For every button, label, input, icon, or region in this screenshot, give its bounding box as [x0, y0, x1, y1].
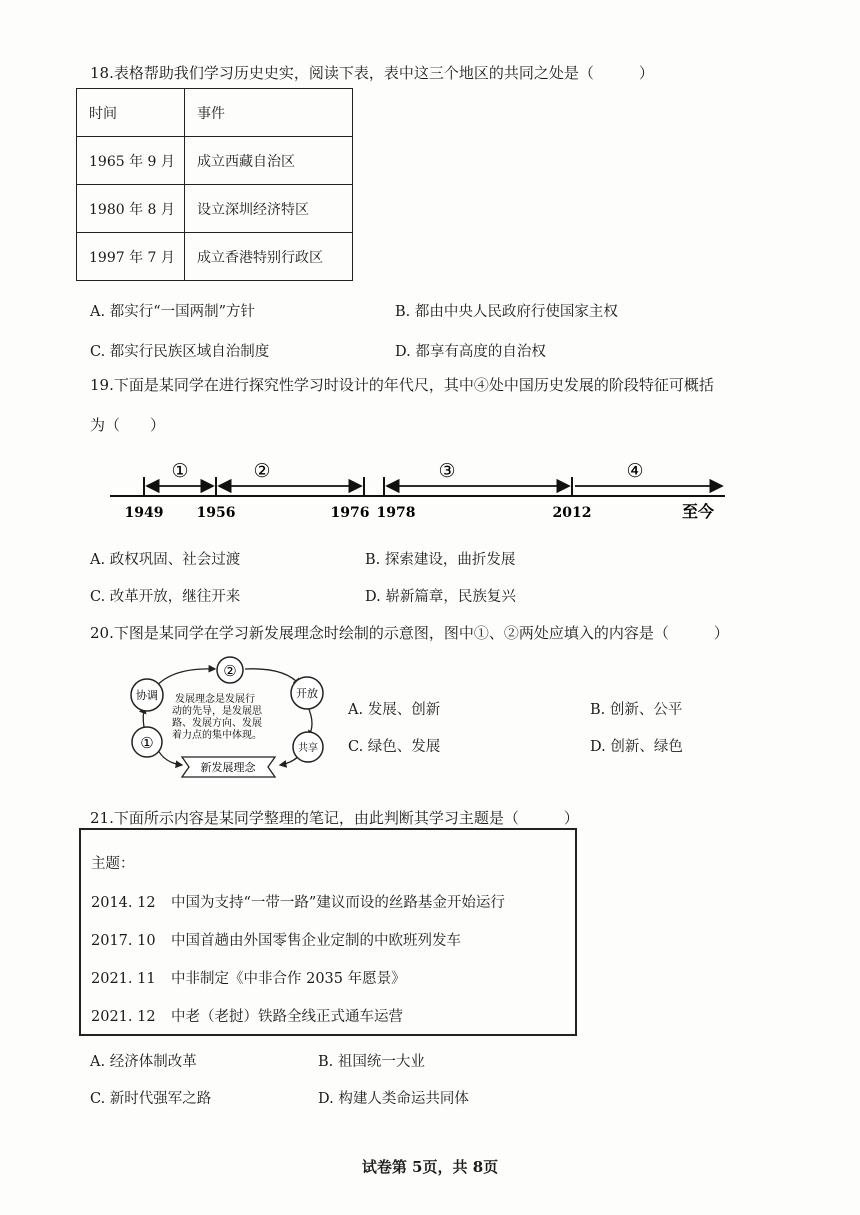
table-cell: 成立西藏自治区	[185, 137, 353, 185]
node-left-lower-label: ①	[140, 734, 154, 752]
segment-label-3: ③	[438, 460, 456, 482]
note-text: 中老（老挝）铁路全线正式通车运营	[171, 1009, 403, 1025]
year-label: 1976	[330, 505, 370, 521]
q19-option-a: A. 政权巩固、社会过渡	[90, 552, 241, 568]
node-top-label: ②	[223, 662, 237, 680]
banner-label: 新发展理念	[200, 761, 256, 774]
year-label: 1956	[196, 505, 236, 521]
note-text: 中非制定《中非合作 2035 年愿景》	[171, 971, 406, 987]
year-label: 1949	[124, 505, 164, 521]
table-cell: 成立香港特别行政区	[185, 233, 353, 281]
q19-option-d: D. 崭新篇章，民族复兴	[365, 589, 516, 605]
q19-stem-line1: 19.下面是某同学在进行探究性学习时设计的年代尺，其中④处中国历史发展的阶段特征可概括	[90, 376, 714, 394]
table-cell: 1980 年 8 月	[77, 185, 185, 233]
q18-option-a: A. 都实行“一国两制”方针	[90, 304, 256, 320]
q20-option-c: C. 绿色、发展	[348, 739, 441, 755]
q21-note-box	[79, 828, 577, 1036]
note-date: 2017. 10	[91, 933, 156, 949]
q19-option-b: B. 探索建设，曲折发展	[365, 552, 516, 568]
q20-option-a: A. 发展、创新	[348, 702, 441, 718]
note-text: 中国为支持“一带一路”建议而设的丝路基金开始运行	[171, 895, 505, 911]
q21-option-a: A. 经济体制改革	[90, 1054, 197, 1070]
q19-stem-line2: 为（ ）	[90, 416, 166, 434]
table-header-cell: 时间	[77, 89, 185, 137]
table-cell: 设立深圳经济特区	[185, 185, 353, 233]
q19-timeline	[100, 455, 740, 530]
segment-label-1: ①	[171, 460, 189, 482]
note-title: 主题：	[91, 856, 135, 872]
table-cell: 1997 年 7 月	[77, 233, 185, 281]
note-row	[91, 891, 505, 912]
segment-label-4: ④	[626, 460, 644, 482]
q18-table	[76, 88, 353, 281]
segment-label-2: ②	[253, 460, 271, 482]
node-right-upper-label: 开放	[296, 687, 318, 700]
note-row	[91, 967, 406, 988]
q20-option-d: D. 创新、绿色	[590, 739, 683, 755]
node-left-upper-label: 协调	[136, 689, 158, 702]
q18-option-b: B. 都由中央人民政府行使国家主权	[395, 304, 618, 320]
q21-stem: 21.下面所示内容是某同学整理的笔记，由此判断其学习主题是（ ）	[90, 809, 579, 827]
note-row	[91, 1005, 403, 1026]
cycle-arrow	[153, 669, 215, 690]
table-row	[77, 137, 353, 185]
year-label: 2012	[552, 505, 592, 521]
note-date: 2014. 12	[91, 895, 156, 911]
q18-option-c: C. 都实行民族区域自治制度	[90, 344, 270, 360]
q20-diagram	[120, 655, 340, 785]
q19-option-c: C. 改革开放，继往开来	[90, 589, 241, 605]
q18-stem: 18.表格帮助我们学习历史史实，阅读下表，表中这三个地区的共同之处是（ ）	[90, 64, 654, 82]
q21-option-d: D. 构建人类命运共同体	[318, 1091, 469, 1107]
year-label: 1978	[376, 505, 416, 521]
q20-stem: 20.下图是某同学在学习新发展理念时绘制的示意图，图中①、②两处应填入的内容是（ ）	[90, 624, 729, 642]
q20-option-b: B. 创新、公平	[590, 702, 683, 718]
q18-option-d: D. 都享有高度的自治权	[395, 344, 546, 360]
note-row	[91, 929, 461, 950]
table-row	[77, 185, 353, 233]
page-footer: 试卷第 5页，共 8页	[361, 1158, 499, 1176]
q21-option-b: B. 祖国统一大业	[318, 1054, 425, 1070]
node-right-lower-label: 共享	[298, 743, 318, 754]
q21-option-c: C. 新时代强军之路	[90, 1091, 212, 1107]
cycle-arrow	[158, 750, 182, 765]
note-date: 2021. 11	[91, 971, 156, 987]
center-text-line: 发展理念是发展行	[175, 694, 255, 705]
center-text-line: 着力点的集中体现。	[172, 730, 262, 741]
table-row	[77, 233, 353, 281]
note-text: 中国首趟由外国零售企业定制的中欧班列发车	[171, 933, 461, 949]
cycle-arrow	[245, 669, 300, 685]
table-cell: 1965 年 9 月	[77, 137, 185, 185]
center-text-line: 路、发展方向、发展	[172, 718, 262, 729]
note-date: 2021. 12	[91, 1009, 156, 1025]
table-header-row	[77, 89, 353, 137]
table-header-cell: 事件	[185, 89, 353, 137]
end-label: 至今	[681, 502, 715, 521]
center-text-line: 动的先导，是发展思	[172, 706, 262, 717]
